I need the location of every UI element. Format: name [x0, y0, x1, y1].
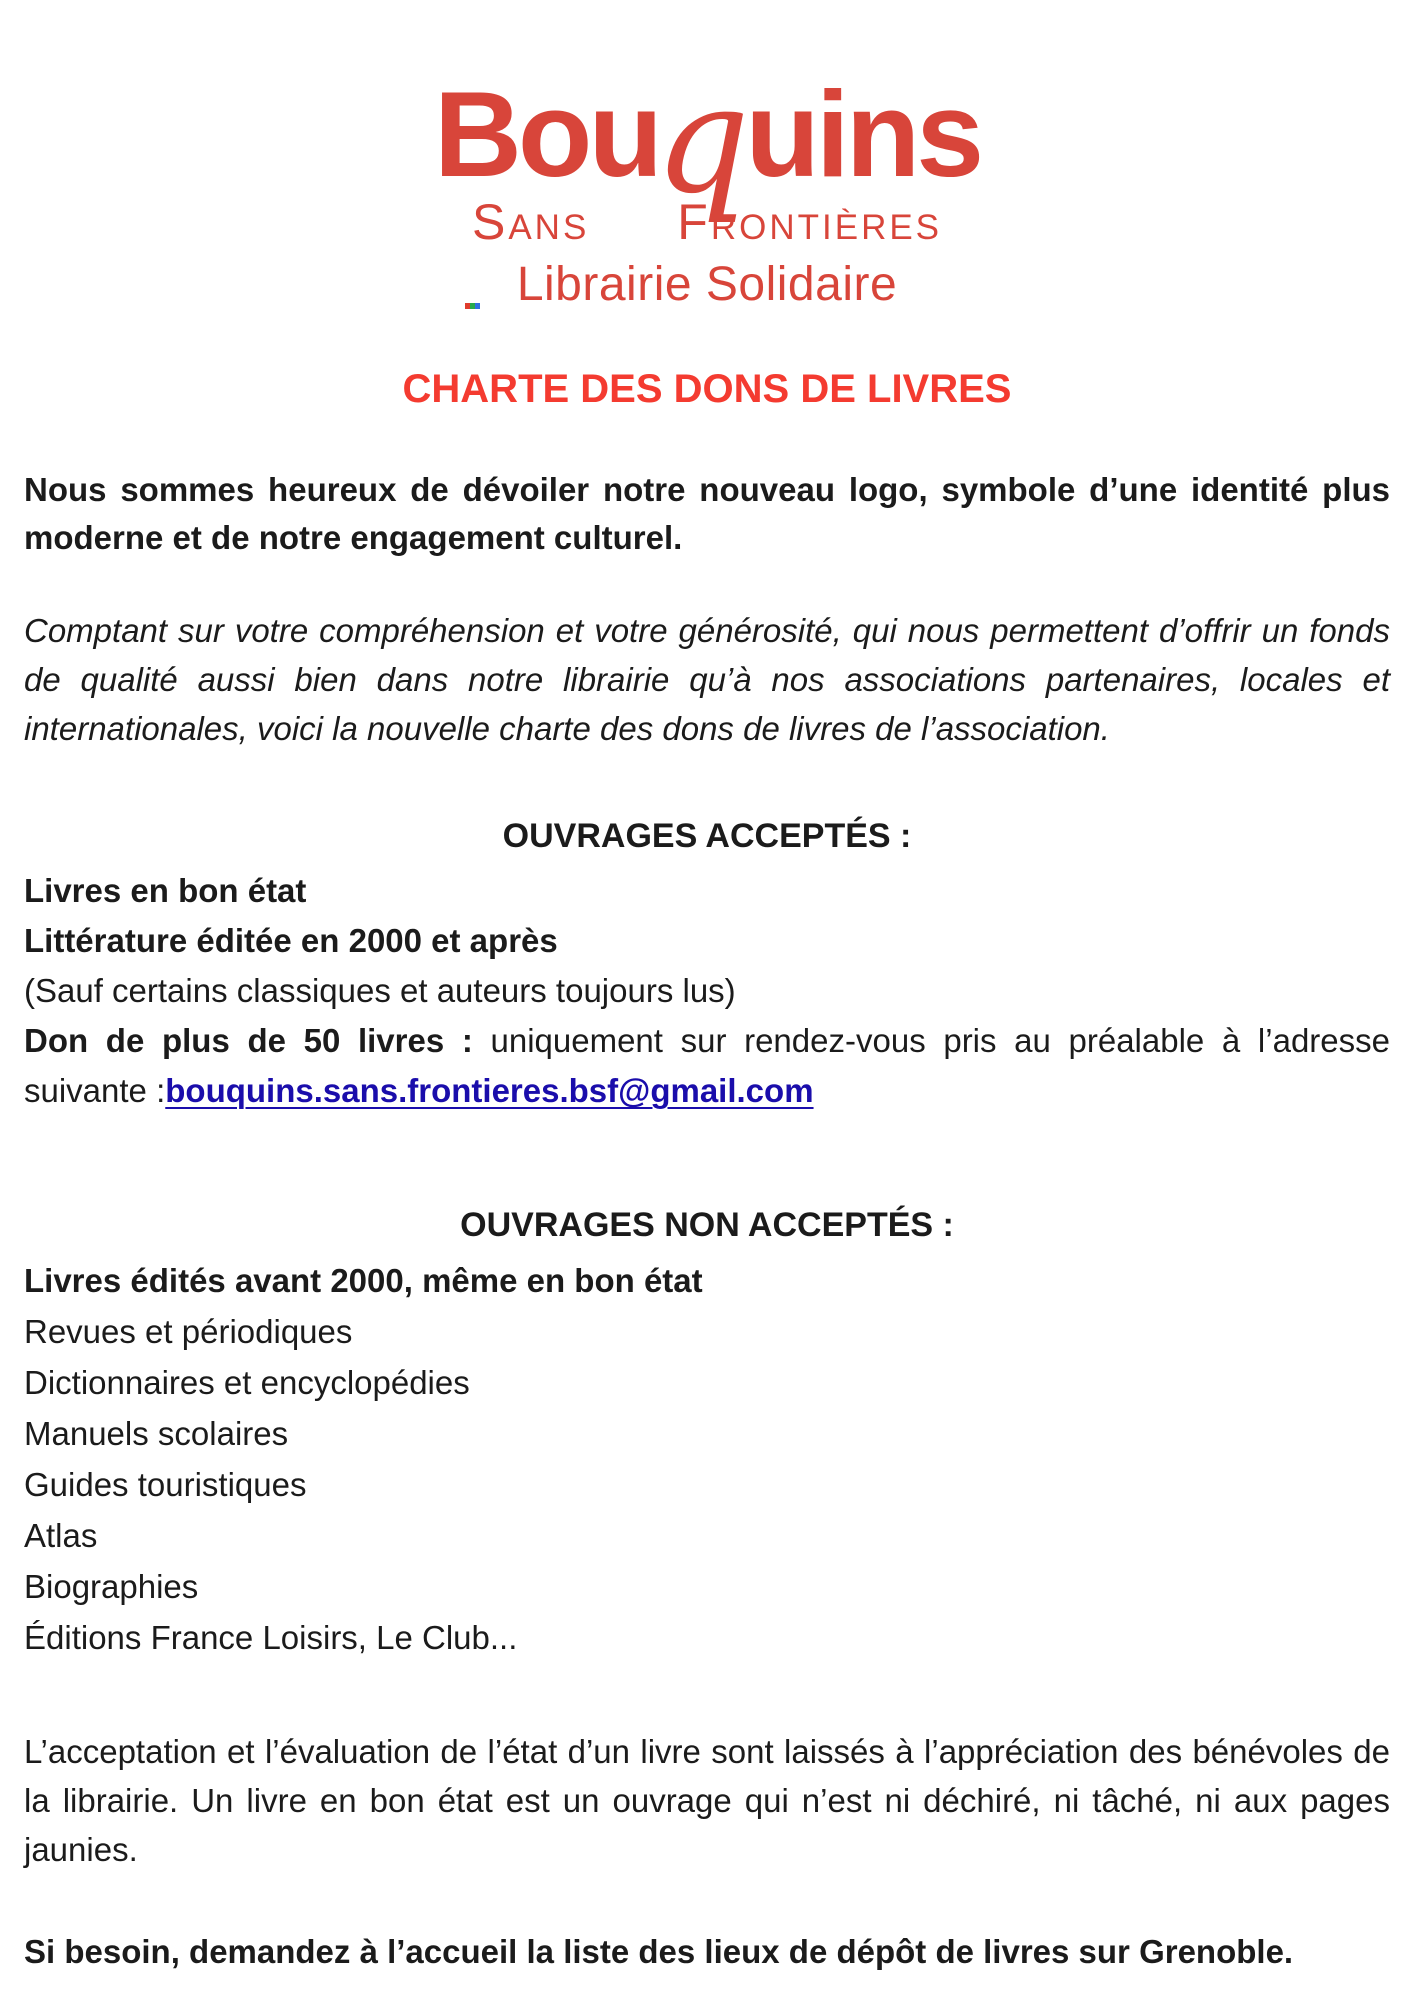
not-accepted-item-revues: Revues et périodiques [24, 1312, 353, 1350]
not-accepted-list [24, 1255, 1390, 1663]
accepted-list [24, 866, 1390, 1116]
logo [24, 53, 1390, 311]
not-accepted-item-guides: Guides touristiques [24, 1465, 307, 1503]
accepted-item-literature-2000: Littérature éditée en 2000 et après [24, 921, 558, 959]
logo-brand-bou: Bou [433, 66, 659, 202]
accepted-item-good-condition: Livres en bon état [24, 871, 307, 909]
not-accepted-item-before-2000: Livres édités avant 2000, même en bon état [24, 1261, 703, 1299]
logo-brand-uins: uins [745, 66, 981, 202]
not-accepted-item-biographies: Biographies [24, 1567, 199, 1605]
appointment-paragraph [24, 1016, 1390, 1116]
intro-bold-paragraph: Nous sommes heureux de dévoiler notre nouveau logo, symbole d’une identité plus moderne et de notre engagement culturel. [24, 470, 1390, 556]
footer-bold-line: Si besoin, demandez à l’accueil la liste des lieux de dépôt de livres sur Grenoble. [24, 1932, 1294, 1970]
accepted-note: (Sauf certains classiques et auteurs toujours lus) [24, 971, 736, 1009]
not-accepted-item-dictionnaires: Dictionnaires et encyclopédies [24, 1363, 470, 1401]
logo-subtitle-frontieres: Frontières [677, 193, 943, 250]
accepted-section-heading: OUVRAGES ACCEPTÉS : [502, 816, 912, 855]
page-title: CHARTE DES DONS DE LIVRES [402, 366, 1012, 411]
intro-italic-paragraph: Comptant sur votre compréhension et votre générosité, qui nous permettent d’offrir un fonds de qualité aussi bien dans notre librairie qu’à nos associations partenaires, locales et internationales, voici la nouvelle charte des dons de livres de l’association. [24, 611, 1390, 747]
logo-stylized-q: q [654, 53, 750, 227]
appointment-lead: Don de plus de 50 livres : [24, 1021, 473, 1059]
evaluation-paragraph: L’acceptation et l’évaluation de l’état d’un livre sont laissés à l’appréciation des bénévoles de la librairie. Un livre en bon état est un ouvrage qui n’est ni déchiré, ni tâché, ni aux pages jaunies. [24, 1732, 1390, 1868]
appointment-text: uniquement sur rendez-vous pris au préalable à l’adresse suivante : [24, 1021, 1390, 1109]
email-link[interactable]: bouquins.sans.frontieres.bsf@gmail.com [165, 1071, 814, 1109]
broken-image-artifact [465, 303, 480, 309]
logo-subtitle-sans: Sans [471, 193, 590, 250]
not-accepted-item-atlas: Atlas [24, 1516, 98, 1554]
not-accepted-item-manuels: Manuels scolaires [24, 1414, 289, 1452]
not-accepted-item-france-loisirs: Éditions France Loisirs, Le Club... [24, 1618, 518, 1656]
logo-tagline: Librairie Solidaire [516, 257, 898, 311]
not-accepted-section-heading: OUVRAGES NON ACCEPTÉS : [460, 1205, 954, 1244]
